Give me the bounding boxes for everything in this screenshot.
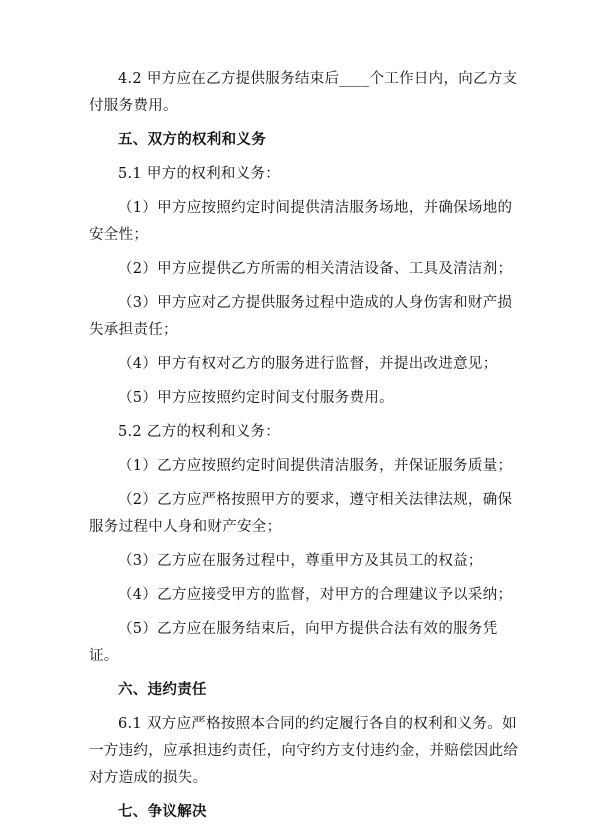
clause-4-2: 4.2 甲方应在乙方提供服务结束后____个工作日内，向乙方支付服务费用。 xyxy=(89,71,518,114)
clause-5-1: 5.1 甲方的权利和义务： xyxy=(118,166,281,182)
clause-5-2-item-1: （1）乙方应按照约定时间提供清洁服务，并保证服务质量； xyxy=(118,458,513,474)
clause-6-1: 6.1 双方应严格按照本合同的约定履行各自的权利和义务。如一方违约，应承担违约责任，向守约方支付违约金，并赔偿因此给对方造成的损失。 xyxy=(89,716,519,786)
document-body xyxy=(89,66,523,833)
clause-5-1-item-3: （3）甲方应对乙方提供服务过程中造成的人身伤害和财产损失承担责任； xyxy=(89,295,513,338)
clause-5-2-item-5: （5）乙方应在服务结束后，向甲方提供合法有效的服务凭证。 xyxy=(89,621,498,664)
clause-5-1-item-2: （2）甲方应提供乙方所需的相关清洁设备、工具及清洁剂； xyxy=(118,261,513,277)
section-heading-6: 六、违约责任 xyxy=(118,682,207,698)
clause-5-1-item-4: （4）甲方有权对乙方的服务进行监督，并提出改进意见； xyxy=(118,356,498,372)
clause-5-1-item-5: （5）甲方应按照约定时间支付服务费用。 xyxy=(118,390,394,406)
clause-5-2: 5.2 乙方的权利和义务： xyxy=(118,424,281,440)
section-heading-7: 七、争议解决 xyxy=(118,804,207,820)
section-heading-5: 五、双方的权利和义务 xyxy=(118,132,266,148)
clause-5-2-item-4: （4）乙方应接受甲方的监督，对甲方的合理建议予以采纳； xyxy=(118,587,513,603)
clause-5-2-item-3: （3）乙方应在服务过程中，尊重甲方及其员工的权益； xyxy=(118,553,483,569)
clause-5-1-item-1: （1）甲方应按照约定时间提供清洁服务场地，并确保场地的安全性； xyxy=(89,200,513,243)
clause-5-2-item-2: （2）乙方应严格按照甲方的要求，遵守相关法律法规，确保服务过程中人身和财产安全； xyxy=(89,492,513,535)
